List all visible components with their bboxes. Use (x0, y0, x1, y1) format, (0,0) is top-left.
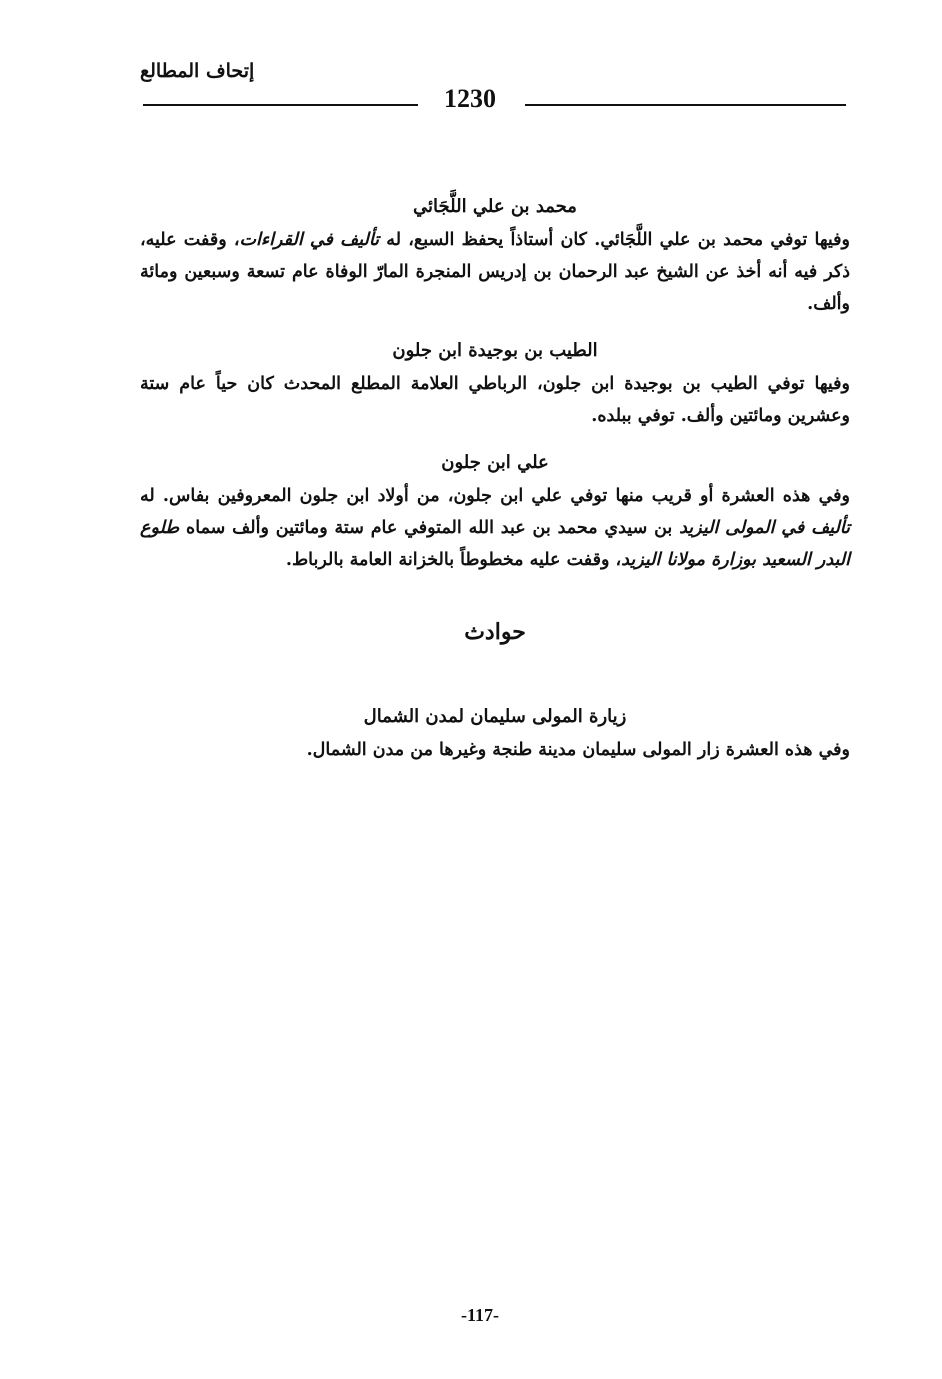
page-number: -117- (461, 1305, 499, 1325)
text-span: ، وقفت عليه مخطوطاً بالخزانة العامة بالرباط. (285, 550, 622, 570)
book-title-italic: طلوع البدر السعيد بوزارة مولانا اليزيد (140, 518, 850, 570)
text-span: وفيها توفي محمد بن علي اللَّجَائي. كان أستاذاً يحفظ السبع، له (379, 230, 850, 250)
book-title-italic: تأليف في القراءات (239, 230, 380, 250)
book-title-italic: تأليف في المولى اليزيد (679, 518, 850, 538)
page-content (140, 190, 850, 780)
entry-heading-ali: علي ابن جلون (441, 452, 549, 473)
section-paragraph: وفي هذه العشرة زار المولى سليمان مدينة طنجة وغيرها من مدن الشمال. (306, 740, 850, 760)
text-span: وفي هذه العشرة أو قريب منها توفي علي ابن جلون، من أولاد ابن جلون المعروفين بفاس. له (140, 486, 850, 506)
text-span: بن سيدي محمد بن عبد الله المتوفي عام ستة ومائتين وألف سماه (179, 518, 680, 538)
header-rule-right (525, 104, 846, 106)
header-rule-left (143, 104, 418, 106)
text-span: ، وقفت عليه، ذكر فيه أنه أخذ عن الشيخ عبد الرحمان بن إدريس المنجرة المارّ الوفاة عام تسعة وسبعين ومائة وألف. (140, 230, 850, 314)
entry-paragraph-tayyib (140, 368, 850, 432)
running-title: إتحاف المطالع (140, 60, 255, 82)
text-span: وفيها توفي الطيب بن بوجيدة ابن جلون، الرباطي العلامة المطلع المحدث كان حياً عام ستة وعشرين ومائتين وألف. توفي ببلده. (140, 374, 850, 426)
entry-paragraph-lajai (140, 224, 850, 320)
section-heading: زيارة المولى سليمان لمدن الشمال (363, 706, 627, 727)
entry-heading-tayyib: الطيب بن بوجيدة ابن جلون (392, 340, 598, 361)
entry-heading-lajai: محمد بن علي اللَّجَائي (413, 196, 577, 217)
section-title: حوادث (464, 619, 526, 645)
entry-paragraph-ali (140, 480, 850, 576)
year-heading: 1230 (444, 84, 496, 113)
